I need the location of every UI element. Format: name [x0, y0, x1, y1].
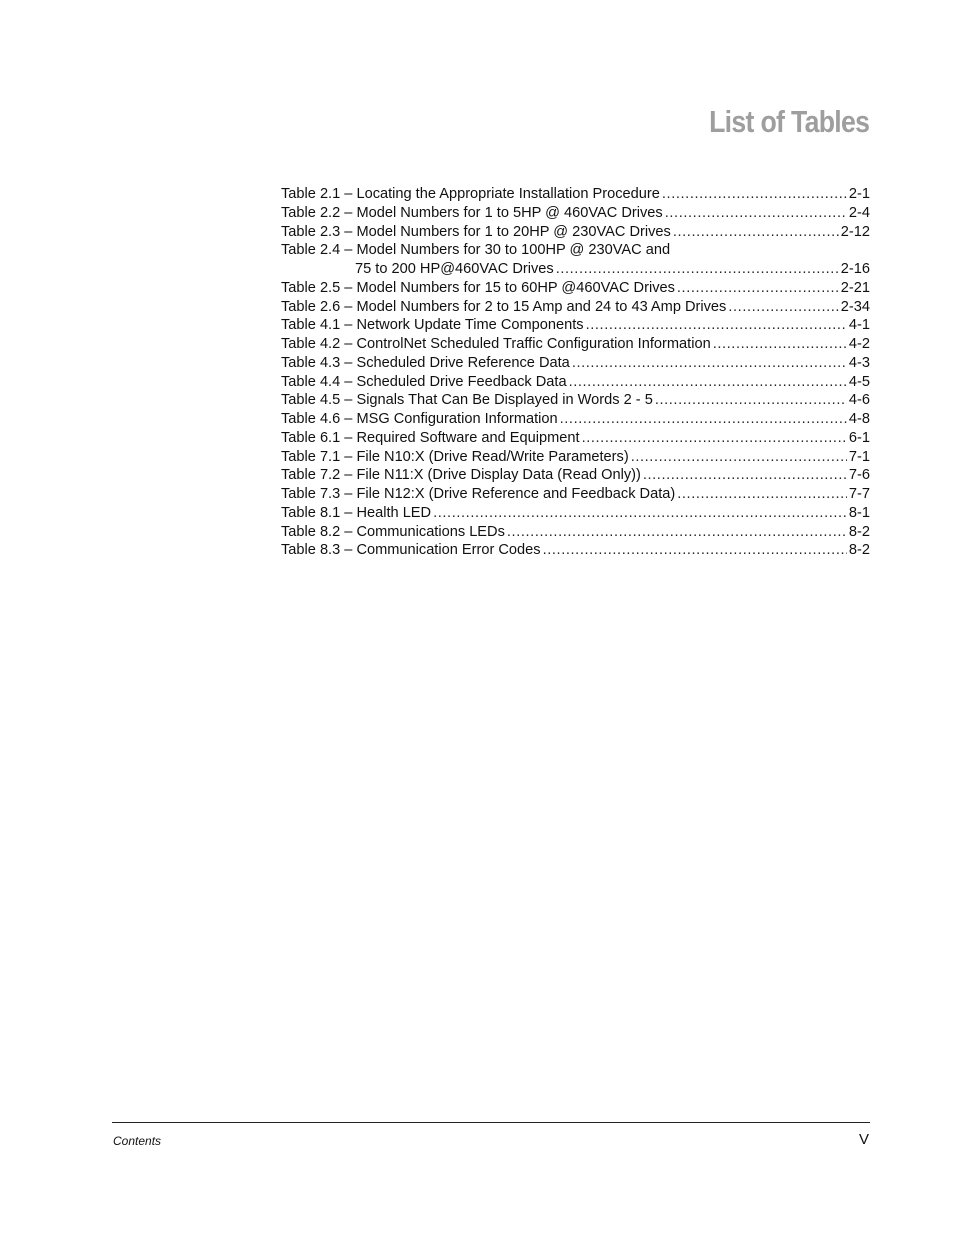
toc-entry[interactable]	[281, 335, 870, 354]
toc-entry[interactable]	[281, 466, 870, 485]
toc-entry-page: 4-8	[848, 411, 870, 427]
toc-entry[interactable]	[281, 373, 870, 392]
dot-leader	[677, 279, 839, 298]
toc-entry-label: Table 2.1 – Locating the Appropriate Installation Procedure	[281, 186, 660, 202]
toc-entry-page: 4-1	[848, 317, 870, 334]
toc-entry-page: 2-21	[840, 279, 870, 296]
toc-entry-label: Table 8.1 – Health LED	[281, 504, 432, 521]
dot-leader	[713, 335, 847, 354]
toc-entry[interactable]	[281, 298, 870, 317]
toc-entry-page: 2-34	[840, 298, 870, 315]
toc-entry[interactable]	[281, 485, 870, 504]
toc-entry-label: Table 2.5 – Model Numbers for 15 to 60HP @460VAC Drives	[281, 279, 675, 296]
toc-entry-page: 7-1	[848, 448, 870, 465]
toc-entry-label: Table 4.4 – Scheduled Drive Feedback Data	[281, 373, 567, 390]
footer-section-name: Contents	[113, 1134, 162, 1148]
page-title: List of Tables	[708, 104, 869, 139]
toc-entry-page: 8-2	[848, 523, 870, 540]
dot-leader	[569, 373, 847, 392]
dot-leader	[662, 185, 847, 204]
toc-entry-page: 4-2	[848, 336, 870, 352]
toc-entry-label: Table 2.2 – Model Numbers for 1 to 5HP @ 460VAC Drives	[281, 204, 663, 221]
footer-page-number: V	[858, 1131, 869, 1148]
dot-leader	[582, 429, 847, 448]
toc-entry-label: Table 4.3 – Scheduled Drive Reference Data	[281, 354, 570, 371]
toc-entry-label: Table 4.2 – ControlNet Scheduled Traffic Configuration Information	[281, 336, 711, 352]
toc-entry-label-continued: 75 to 200 HP@460VAC Drives	[355, 261, 554, 277]
toc-entry-label: Table 6.1 – Required Software and Equipment	[281, 429, 580, 446]
toc-entry[interactable]	[281, 185, 870, 204]
dot-leader	[665, 204, 847, 223]
toc-entry-label: Table 7.1 – File N10:X (Drive Read/Write Parameters)	[281, 448, 629, 465]
toc-entry-page: 7-6	[848, 467, 870, 484]
dot-leader	[631, 448, 847, 467]
toc-entry[interactable]	[281, 316, 870, 335]
toc-entry[interactable]	[281, 448, 870, 467]
dot-leader	[677, 485, 847, 504]
toc-entry[interactable]	[281, 354, 870, 373]
footer-divider	[112, 1122, 870, 1123]
list-of-tables	[281, 185, 870, 560]
toc-entry-page: 4-5	[848, 373, 870, 390]
toc-entry-continuation[interactable]	[281, 260, 870, 279]
toc-entry-label: Table 4.5 – Signals That Can Be Displayed in Words 2 - 5	[281, 392, 653, 409]
dot-leader	[655, 391, 847, 410]
toc-entry[interactable]	[281, 279, 870, 298]
toc-entry-label[interactable]: Table 2.4 – Model Numbers for 30 to 100HP @ 230VAC and	[281, 242, 671, 259]
dot-leader	[433, 504, 847, 523]
toc-entry-page: 7-7	[848, 486, 870, 502]
dot-leader	[560, 410, 847, 429]
toc-entry-label: Table 4.6 – MSG Configuration Information	[281, 411, 558, 427]
toc-entry-page: 8-2	[848, 542, 870, 559]
toc-entry-page: 4-3	[848, 354, 870, 371]
toc-entry-label: Table 2.3 – Model Numbers for 1 to 20HP @ 230VAC Drives	[281, 223, 671, 240]
toc-entry[interactable]	[281, 429, 870, 448]
toc-entry-page: 2-12	[840, 223, 870, 240]
dot-leader	[543, 541, 847, 560]
toc-entry[interactable]	[281, 391, 870, 410]
toc-entry-page: 8-1	[848, 504, 870, 521]
toc-entry-label: Table 7.2 – File N11:X (Drive Display Data (Read Only))	[281, 467, 641, 484]
toc-entry-page: 4-6	[848, 392, 870, 409]
toc-entry-label: Table 8.2 – Communications LEDs	[281, 523, 505, 540]
toc-entry-page: 2-16	[840, 261, 870, 277]
toc-entry-label: Table 8.3 – Communication Error Codes	[281, 542, 541, 559]
dot-leader	[556, 260, 839, 279]
toc-entry[interactable]	[281, 523, 870, 542]
toc-entry[interactable]	[281, 541, 870, 560]
toc-entry-label: Table 7.3 – File N12:X (Drive Reference and Feedback Data)	[281, 486, 676, 502]
dot-leader	[586, 316, 847, 335]
dot-leader	[643, 466, 847, 485]
dot-leader	[507, 523, 847, 542]
toc-entry-page: 2-4	[848, 204, 870, 221]
toc-entry[interactable]	[281, 204, 870, 223]
dot-leader	[572, 354, 847, 373]
dot-leader	[673, 223, 839, 242]
toc-entry[interactable]	[281, 223, 870, 242]
toc-entry[interactable]	[281, 410, 870, 429]
toc-entry-label: Table 2.6 – Model Numbers for 2 to 15 Amp and 24 to 43 Amp Drives	[281, 298, 727, 315]
dot-leader	[728, 298, 838, 317]
toc-entry-label: Table 4.1 – Network Update Time Components	[281, 317, 584, 334]
toc-entry-page: 2-1	[848, 186, 870, 202]
toc-entry[interactable]	[281, 504, 870, 523]
toc-entry-page: 6-1	[848, 429, 870, 446]
